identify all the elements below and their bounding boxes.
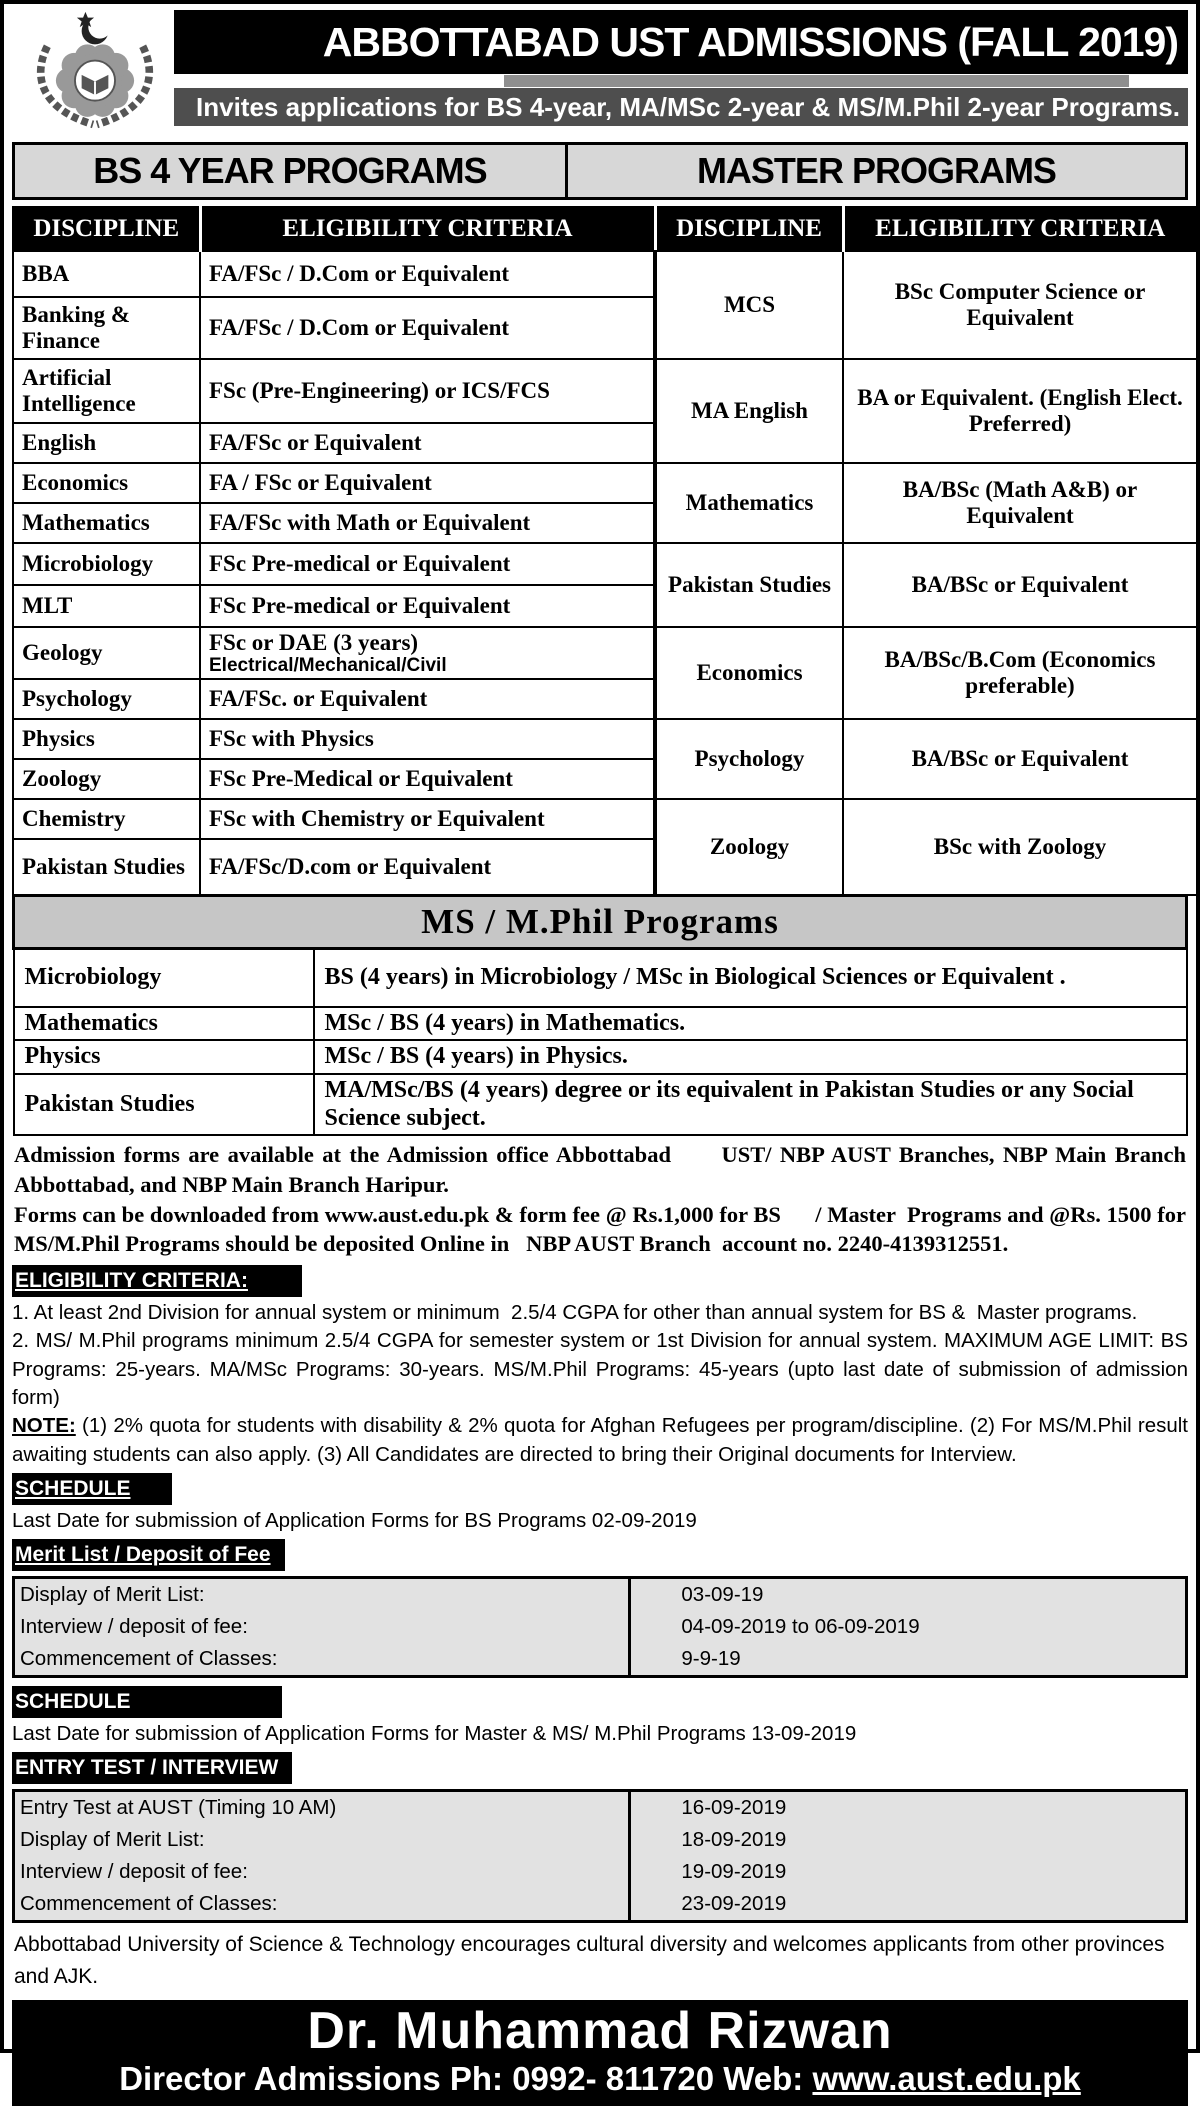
- eligibility-note: Electrical/Mechanical/Civil: [209, 655, 447, 677]
- eligibility-cell: FSc with Chemistry or Equivalent: [200, 799, 655, 839]
- master-schedule-table: [12, 1789, 1188, 1923]
- page-title: ABBOTTABAD UST ADMISSIONS (FALL 2019): [174, 10, 1188, 74]
- website-link[interactable]: www.aust.edu.pk: [812, 2060, 1081, 2098]
- discipline-cell: Zoology: [655, 799, 843, 895]
- eligibility-cell: BA or Equivalent. (English Elect. Preferred): [843, 359, 1197, 463]
- eligibility-cell: BS (4 years) in Microbiology / MSc in Biological Sciences or Equivalent .: [314, 949, 1187, 1007]
- closing-note: Abbottabad University of Science & Technology encourages cultural diversity and welcomes applicants from other provinces and AJK.: [14, 1933, 1165, 1988]
- table-row: [13, 463, 1197, 503]
- schedule-date: 19-09-2019: [681, 1860, 787, 1884]
- eligibility-cell: FA/FSc. or Equivalent: [200, 679, 655, 719]
- discipline-cell: Pakistan Studies: [13, 839, 200, 895]
- eligibility-cell: BA/BSc or Equivalent: [843, 543, 1197, 627]
- eligibility-cell: FA/FSc / D.Com or Equivalent: [200, 297, 655, 359]
- table-row: [13, 359, 1197, 423]
- table-row: [13, 251, 1197, 297]
- admission-info: [12, 1136, 1192, 1261]
- col-eligibility-master: ELIGIBILITY CRITERIA: [843, 207, 1197, 251]
- eligibility-criteria-label: ELIGIBILITY CRITERIA:: [12, 1265, 302, 1297]
- schedule-date: 16-09-2019: [681, 1796, 787, 1820]
- discipline-cell: Physics: [14, 1040, 314, 1074]
- discipline-cell: Banking & Finance: [13, 297, 200, 359]
- table-row: [14, 1007, 1187, 1041]
- director-name: Dr. Muhammad Rizwan: [307, 2002, 893, 2061]
- schedule-row: [15, 1611, 1185, 1643]
- discipline-cell: Artificial Intelligence: [13, 359, 200, 423]
- col-discipline-master: DISCIPLINE: [655, 207, 843, 251]
- schedule-master-label: SCHEDULE: [12, 1686, 282, 1718]
- table-row: [14, 1074, 1187, 1135]
- schedule-row: [15, 1643, 1185, 1675]
- schedule-label: Display of Merit List:: [15, 1579, 631, 1611]
- admission-info-line2: Forms can be downloaded from www.aust.edu.pk & form fee @ Rs.1,000 for BS / Master Programs and @Rs. 1500 for MS/M.Phil Programs should be deposited Online in NBP AUST Branch account no. 2240-4139312551.: [14, 1201, 1192, 1257]
- eligibility-cell: FSc Pre-Medical or Equivalent: [200, 759, 655, 799]
- discipline-cell: English: [13, 423, 200, 463]
- eligibility-cell: FSc with Physics: [200, 719, 655, 759]
- ms-header-row: [14, 896, 1187, 949]
- eligibility-cell: [200, 627, 655, 679]
- discipline-cell: Economics: [13, 463, 200, 503]
- eligibility-cell: MSc / BS (4 years) in Physics.: [314, 1040, 1187, 1074]
- discipline-cell: Microbiology: [13, 543, 200, 585]
- entry-test-label: ENTRY TEST / INTERVIEW: [12, 1752, 292, 1784]
- programs-table: [12, 206, 1198, 896]
- discipline-cell: Pakistan Studies: [14, 1074, 314, 1135]
- eligibility-item-1: 1. At least 2nd Division for annual system or minimum 2.5/4 CGPA for other than annual system for BS & Master programs.: [12, 1301, 1138, 1325]
- bs-programs-header: BS 4 YEAR PROGRAMS: [15, 145, 568, 197]
- table-row: [13, 799, 1197, 839]
- eligibility-cell: BA/BSc (Math A&B) or Equivalent: [843, 463, 1197, 543]
- contact-text: Director Admissions Ph: 0992- 811720 Web:: [119, 2060, 813, 2098]
- university-crest-logo: [16, 10, 174, 134]
- discipline-cell: Mathematics: [13, 503, 200, 543]
- eligibility-criteria-text: [12, 1299, 1194, 1469]
- note-text: (1) 2% quota for students with disability & 2% quota for Afghan Refugees per program/discipline. (2) For MS/M.Phil result awaiting students can also apply. (3) All Candidates are directed to bring their Original documents for Interview.: [12, 1414, 1194, 1466]
- schedule-label: Entry Test at AUST (Timing 10 AM): [15, 1792, 631, 1824]
- discipline-cell: MA English: [655, 359, 843, 463]
- eligibility-main: FSc or DAE (3 years): [209, 630, 419, 655]
- schedule-label: Display of Merit List:: [15, 1824, 631, 1856]
- discipline-cell: Pakistan Studies: [655, 543, 843, 627]
- subtitle-banner: Invites applications for BS 4-year, MA/MSc 2-year & MS/M.Phil 2-year Programs.: [174, 88, 1188, 126]
- program-section-bar: [12, 142, 1188, 200]
- eligibility-cell: FA / FSc or Equivalent: [200, 463, 655, 503]
- discipline-cell: Geology: [13, 627, 200, 679]
- discipline-cell: Mathematics: [14, 1007, 314, 1041]
- col-eligibility-bs: ELIGIBILITY CRITERIA: [200, 207, 655, 251]
- discipline-cell: MLT: [13, 585, 200, 627]
- schedule-date: 04-09-2019 to 06-09-2019: [681, 1614, 920, 1638]
- director-contact: [12, 2060, 1188, 2098]
- note-paragraph: [12, 1412, 1194, 1469]
- discipline-cell: BBA: [13, 251, 200, 297]
- discipline-cell: Psychology: [655, 719, 843, 799]
- ms-mphil-table: [12, 894, 1188, 1136]
- eligibility-cell: MSc / BS (4 years) in Mathematics.: [314, 1007, 1187, 1041]
- eligibility-cell: FA/FSc or Equivalent: [200, 423, 655, 463]
- schedule-row: [15, 1792, 1185, 1824]
- master-programs-header: MASTER PROGRAMS: [696, 150, 1056, 191]
- eligibility-cell: FA/FSc/D.com or Equivalent: [200, 839, 655, 895]
- schedule-date: 18-09-2019: [681, 1828, 787, 1852]
- strip-row: [174, 74, 1188, 88]
- eligibility-cell: FSc Pre-medical or Equivalent: [200, 543, 655, 585]
- schedule-date: 03-09-19: [681, 1582, 764, 1606]
- table-row: [14, 949, 1187, 1007]
- discipline-cell: Microbiology: [14, 949, 314, 1007]
- discipline-cell: Psychology: [13, 679, 200, 719]
- ms-mphil-header: MS / M.Phil Programs: [14, 896, 1187, 949]
- schedule-row: [15, 1888, 1185, 1920]
- eligibility-cell: BA/BSc/B.Com (Economics preferable): [843, 627, 1197, 719]
- eligibility-item-2: 2. MS/ M.Phil programs minimum 2.5/4 CGPA for semester system or 1st Division for annual system. MAXIMUM AGE LIMIT: BS Programs: 25-years. MA/MSc Programs: 30-years. MS/M.Phil Programs: 45-years (upto last date of submission of admission form): [12, 1329, 1194, 1409]
- discipline-cell: Economics: [655, 627, 843, 719]
- table-row: [14, 1040, 1187, 1074]
- schedule-label: Commencement of Classes:: [15, 1643, 631, 1675]
- discipline-cell: Mathematics: [655, 463, 843, 543]
- eligibility-cell: MA/MSc/BS (4 years) degree or its equivalent in Pakistan Studies or any Social Science subject.: [314, 1074, 1187, 1135]
- schedule-row: [15, 1579, 1185, 1611]
- col-discipline-bs: DISCIPLINE: [13, 207, 200, 251]
- merit-list-label: Merit List / Deposit of Fee: [12, 1539, 285, 1571]
- footer-banner: [12, 2000, 1188, 2106]
- eligibility-cell: BA/BSc or Equivalent: [843, 719, 1197, 799]
- schedule-bs-label: SCHEDULE: [12, 1473, 172, 1505]
- admission-info-line1: Admission forms are available at the Admission office Abbottabad UST/ NBP AUST Branches, NBP Main Branch Abbottabad, and NBP Main Branch Haripur.: [14, 1142, 1191, 1197]
- eligibility-cell: FSc (Pre-Engineering) or ICS/FCS: [200, 359, 655, 423]
- header: [12, 10, 1188, 134]
- discipline-cell: Zoology: [13, 759, 200, 799]
- decorative-gray-strip: [504, 75, 1129, 87]
- schedule-label: Interview / deposit of fee:: [15, 1856, 631, 1888]
- schedule-master-intro: Last Date for submission of Application Forms for Master & MS/ M.Phil Programs 13-09-2019: [12, 1722, 857, 1746]
- schedule-row: [15, 1824, 1185, 1856]
- eligibility-cell: FSc Pre-medical or Equivalent: [200, 585, 655, 627]
- table-header-row: [13, 207, 1197, 251]
- discipline-cell: MCS: [655, 251, 843, 359]
- discipline-cell: Physics: [13, 719, 200, 759]
- bs-schedule-table: [12, 1576, 1188, 1678]
- schedule-bs-intro: Last Date for submission of Application Forms for BS Programs 02-09-2019: [12, 1508, 697, 1532]
- note-label: NOTE:: [12, 1414, 76, 1438]
- table-row: [13, 627, 1197, 679]
- schedule-date: 9-9-19: [681, 1646, 741, 1670]
- table-row: [13, 719, 1197, 759]
- header-banners: [174, 10, 1188, 126]
- schedule-label: Commencement of Classes:: [15, 1888, 631, 1920]
- eligibility-cell: FA/FSc / D.Com or Equivalent: [200, 251, 655, 297]
- schedule-label: Interview / deposit of fee:: [15, 1611, 631, 1643]
- discipline-cell: Chemistry: [13, 799, 200, 839]
- eligibility-cell: BSc with Zoology: [843, 799, 1197, 895]
- table-row: [13, 543, 1197, 585]
- eligibility-cell: BSc Computer Science or Equivalent: [843, 251, 1197, 359]
- schedule-date: 23-09-2019: [681, 1892, 787, 1916]
- eligibility-cell: FA/FSc with Math or Equivalent: [200, 503, 655, 543]
- crest-icon: [16, 10, 174, 134]
- schedule-row: [15, 1856, 1185, 1888]
